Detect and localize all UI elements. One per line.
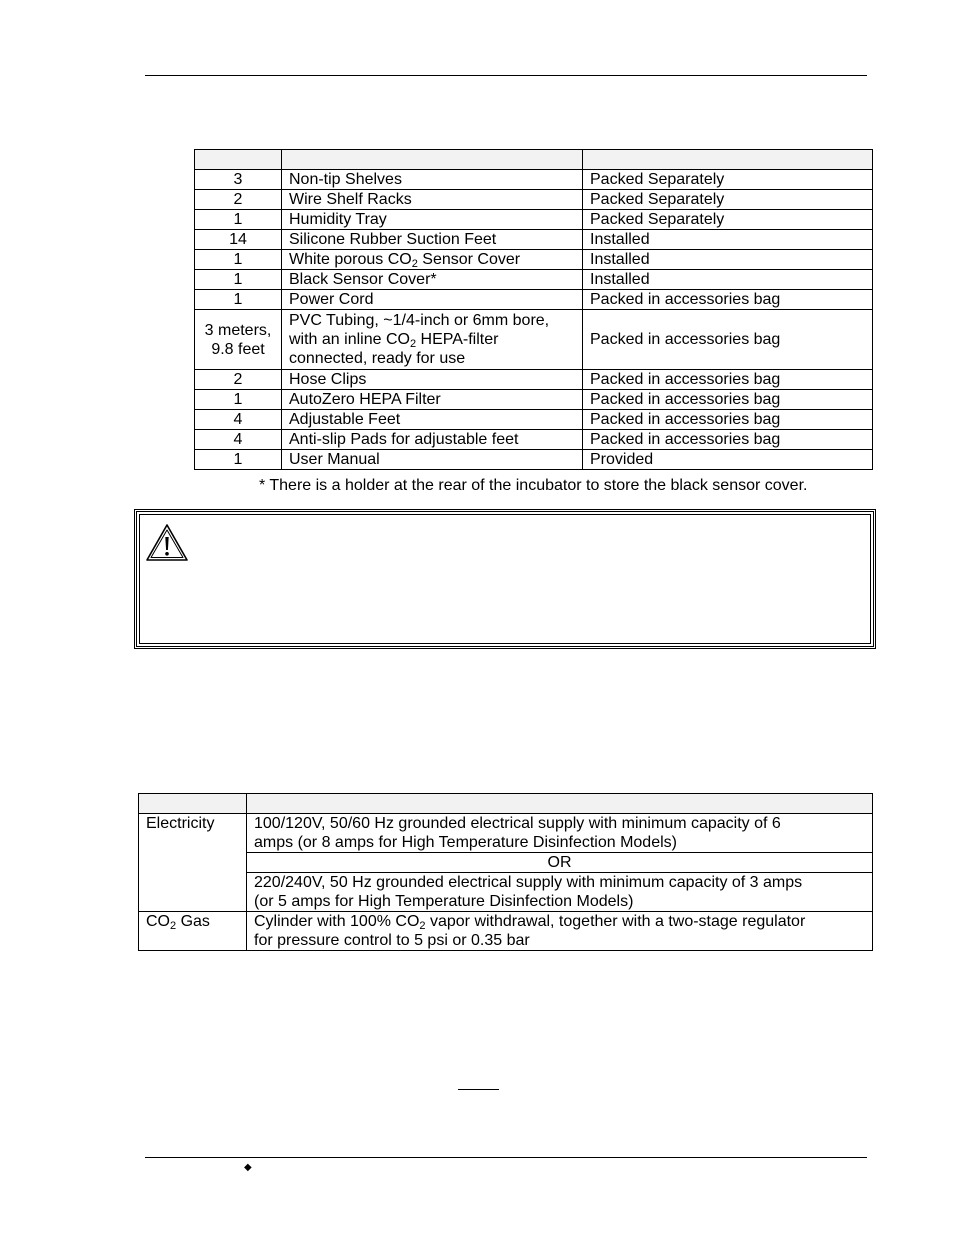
item-cell: Hose Clips (282, 370, 583, 390)
spec-line: 100/120V, 50/60 Hz grounded electrical supply with minimum capacity of 6 (254, 815, 781, 832)
electricity-option-cell (247, 814, 873, 853)
item-cell: Black Sensor Cover* (282, 270, 583, 290)
status-cell: Packed in accessories bag (583, 430, 873, 450)
item-text: with an inline CO (289, 331, 410, 348)
label-text: Gas (176, 913, 210, 930)
status-cell: Provided (583, 450, 873, 470)
qty-cell: 1 (195, 290, 282, 310)
item-cell (282, 250, 583, 270)
footer-rule (145, 1157, 867, 1158)
qty-cell: 1 (195, 270, 282, 290)
gas-spec-cell (247, 912, 873, 951)
status-cell: Installed (583, 230, 873, 250)
status-cell: Packed in accessories bag (583, 370, 873, 390)
table-row (195, 170, 873, 190)
table-row (139, 853, 873, 873)
item-text: White porous CO (289, 251, 412, 268)
table-row (195, 390, 873, 410)
subscript: 2 (411, 258, 418, 270)
table-row (195, 270, 873, 290)
qty-line: 3 meters, (204, 321, 272, 339)
qty-cell: 1 (195, 210, 282, 230)
table-row (139, 814, 873, 853)
status-cell: Packed in accessories bag (583, 290, 873, 310)
qty-cell: 1 (195, 250, 282, 270)
table-row (195, 450, 873, 470)
electricity-option-cell (247, 873, 873, 912)
status-cell: Packed Separately (583, 210, 873, 230)
table-header-row (139, 794, 873, 814)
header-cell-status (583, 150, 873, 170)
gas-label-cell (139, 912, 247, 951)
table-row (139, 912, 873, 951)
header-cell-qty (195, 150, 282, 170)
status-cell: Packed in accessories bag (583, 390, 873, 410)
qty-cell: 1 (195, 390, 282, 410)
status-cell: Packed in accessories bag (583, 310, 873, 370)
underline-mark (458, 1089, 499, 1090)
item-cell: Silicone Rubber Suction Feet (282, 230, 583, 250)
subscript: 2 (409, 338, 417, 350)
table-header-row (195, 150, 873, 170)
table-row (195, 210, 873, 230)
header-rule (145, 75, 867, 76)
table-row (195, 370, 873, 390)
footer-bullet: ◆ (244, 1162, 252, 1173)
table-row (195, 310, 873, 370)
caution-box (134, 509, 876, 649)
status-cell: Installed (583, 250, 873, 270)
packing-list-table (194, 149, 873, 470)
item-cell: Power Cord (282, 290, 583, 310)
requirements-table (138, 793, 873, 951)
table-row (195, 190, 873, 210)
spec-line: amps (or 8 amps for High Temperature Disinfection Models) (254, 834, 677, 851)
qty-cell: 2 (195, 190, 282, 210)
spec-line: 220/240V, 50 Hz grounded electrical supply with minimum capacity of 3 amps (254, 874, 803, 891)
item-cell (282, 310, 583, 370)
spec-line: for pressure control to 5 psi or 0.35 bar (254, 932, 530, 949)
table-row (195, 430, 873, 450)
qty-cell: 4 (195, 410, 282, 430)
item-cell: Non-tip Shelves (282, 170, 583, 190)
qty-cell: 1 (195, 450, 282, 470)
spec-text: Cylinder with 100% CO (254, 913, 420, 930)
table-row (139, 873, 873, 912)
qty-cell: 4 (195, 430, 282, 450)
table-footnote: * There is a holder at the rear of the incubator to store the black sensor cover. (259, 477, 808, 494)
item-cell: Anti-slip Pads for adjustable feet (282, 430, 583, 450)
label-text: CO (146, 913, 170, 930)
item-cell: User Manual (282, 450, 583, 470)
caution-triangle-icon (145, 523, 189, 563)
or-separator-cell: OR (247, 853, 873, 873)
table-row (195, 410, 873, 430)
item-line: PVC Tubing, ~1/4-inch or 6mm bore, (289, 312, 550, 329)
qty-cell: 2 (195, 370, 282, 390)
status-cell: Packed Separately (583, 190, 873, 210)
status-cell: Installed (583, 270, 873, 290)
subscript: 2 (419, 920, 426, 932)
item-cell: Humidity Tray (282, 210, 583, 230)
subscript: 2 (170, 920, 177, 932)
table-row (195, 230, 873, 250)
status-cell: Packed Separately (583, 170, 873, 190)
header-cell-specification (247, 794, 873, 814)
item-line: connected, ready for use (289, 350, 466, 367)
item-cell: AutoZero HEPA Filter (282, 390, 583, 410)
qty-cell (195, 310, 282, 370)
status-cell: Packed in accessories bag (583, 410, 873, 430)
item-text: Sensor Cover (417, 251, 521, 268)
qty-cell: 14 (195, 230, 282, 250)
header-cell-item (282, 150, 583, 170)
table-row (195, 290, 873, 310)
table-row (195, 250, 873, 270)
spec-text: vapor withdrawal, together with a two-stage regulator (425, 913, 806, 930)
qty-line: 9.8 feet (211, 340, 265, 358)
electricity-label-cell: Electricity (139, 814, 247, 912)
header-cell-requirement (139, 794, 247, 814)
item-cell: Adjustable Feet (282, 410, 583, 430)
item-text: HEPA-filter (416, 331, 499, 348)
qty-cell: 3 (195, 170, 282, 190)
item-cell: Wire Shelf Racks (282, 190, 583, 210)
spec-line: (or 5 amps for High Temperature Disinfection Models) (254, 893, 634, 910)
caution-box-inner-border (139, 514, 871, 644)
